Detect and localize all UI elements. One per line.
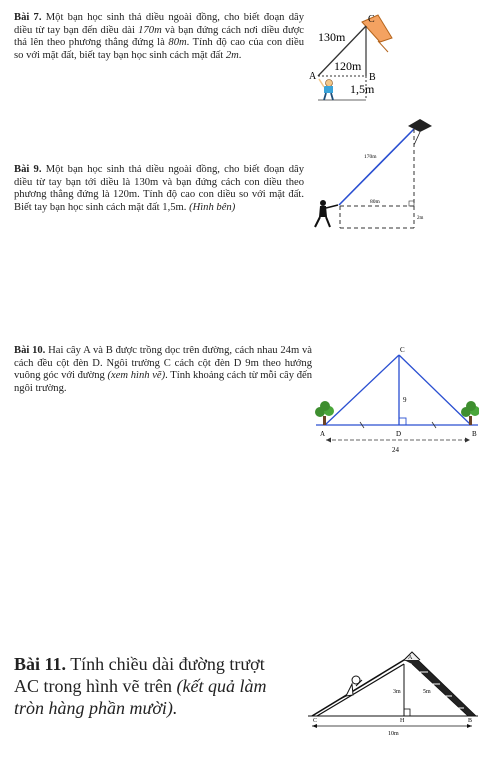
problem-11-text: Bài 11. Tính chiều dài đường trượt AC trong hình vẽ trên (kết quả làm tròn hàng phần mười). [14, 654, 267, 718]
label-80m: 80m [370, 199, 380, 205]
label-A: A [408, 655, 413, 661]
label-C: C [400, 346, 405, 354]
problem-7-title: Bài 7. [14, 12, 42, 23]
label-3m: 3m [393, 689, 401, 695]
label-1-5m: 1,5m [350, 82, 375, 96]
problem-9-title: Bài 9. [14, 164, 42, 175]
problem-10-text: Bài 10. Hai cây A và B được trồng dọc trên đường, cách nhau 24m và cách đều cột đèn D. Ngôi trường C cách cột đèn D 9m theo hướng vuông góc với đường (xem hình vẽ). Tính khoảng cách từ mỗi cây đến ngôi trường. [14, 345, 312, 394]
label-120m: 120m [334, 59, 362, 73]
problem-11-title: Bài 11. [14, 654, 67, 674]
problem-9-text: Bài 9. Một bạn học sinh thả diều ngoài đồng, cho biết đoạn dây diều từ tay bạn tới diều là 130m và bạn đứng cách con diều theo phương thẳng đứng là 120m. Tính độ cao con diều so với mặt đất. Biết tay bạn học sinh cách mặt đất 1,5m. (Hình bên) [14, 164, 304, 213]
label-5m: 5m [423, 689, 431, 695]
label-H: H [400, 718, 405, 724]
label-24: 24 [392, 446, 399, 454]
label-B: B [468, 718, 473, 724]
label-130m: 130m [318, 30, 346, 44]
problem-10-title: Bài 10. [14, 345, 46, 356]
label-C: C [368, 14, 375, 25]
label-170m: 170m [364, 154, 377, 160]
label-B: B [472, 430, 477, 438]
label-A: A [320, 430, 326, 438]
label-10m: 10m [388, 731, 399, 737]
label-2m: 2m [417, 216, 424, 221]
label-C: C [313, 718, 318, 724]
problem-7-text: Bài 7. Một bạn học sinh thả diều ngoài đồng, cho biết đoạn dây diều từ tay bạn đến diều dài 170m và bạn đứng cách nơi diều được thả lên theo phương thẳng đứng là 80m. Tính độ cao của con diều so với mặt đất, biết tay bạn học sinh cách mặt đất 2m. [14, 12, 304, 61]
label-A: A [309, 71, 317, 82]
label-B: B [369, 72, 376, 83]
label-D: D [396, 430, 402, 438]
label-9: 9 [403, 396, 407, 404]
